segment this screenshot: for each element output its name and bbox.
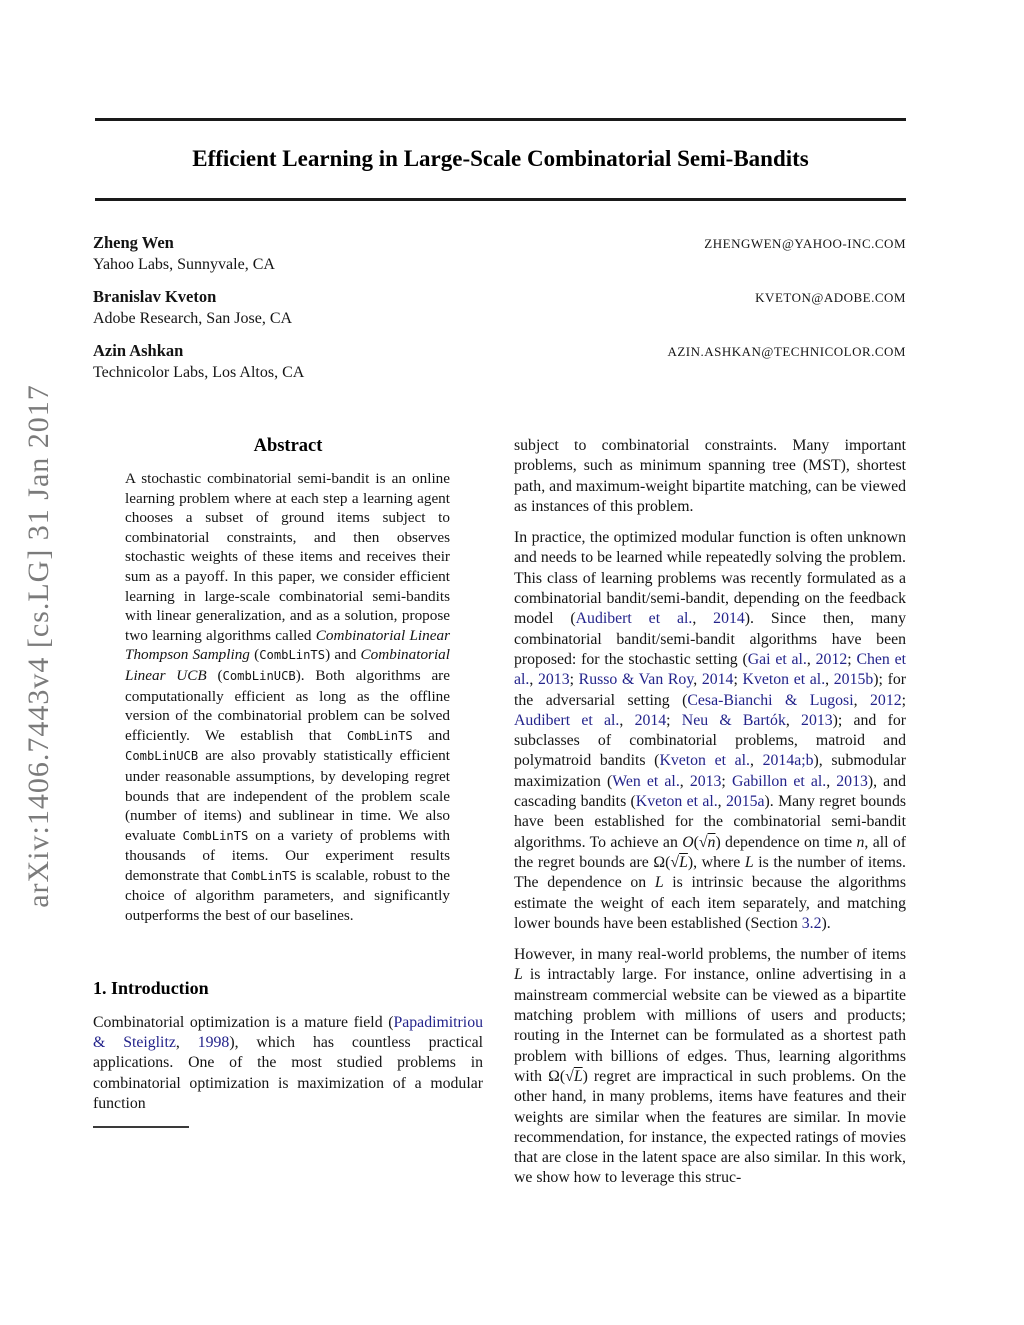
citation-link[interactable]: 2013 (801, 711, 833, 729)
citation-link[interactable]: Papadimitriou & Steiglitz (93, 1013, 483, 1051)
citation-link[interactable]: 2013 (836, 772, 868, 790)
styled-text: O (682, 833, 694, 851)
author-entry (93, 233, 906, 274)
citation-link[interactable]: Wen et al. (612, 772, 680, 790)
author-affiliation: Adobe Research, San Jose, CA (93, 310, 293, 327)
author-entry (93, 287, 906, 328)
styled-text: CombLinUCB (125, 749, 199, 764)
citation-link[interactable]: Audibert et al. (514, 711, 620, 729)
author-email[interactable]: KVETON@ADOBE.COM (755, 290, 906, 305)
sqrt-expression: L (679, 853, 688, 871)
citation-link[interactable]: 2013 (538, 671, 570, 689)
author-affiliation: Technicolor Labs, Los Altos, CA (93, 364, 305, 381)
left-column (93, 436, 483, 1200)
citation-link[interactable]: Audibert et al. (575, 610, 693, 628)
author-name: Branislav Kveton (93, 287, 217, 306)
citation-link[interactable]: Neu & Bartók (681, 711, 786, 729)
body-paragraph: However, in many real-world problems, the number of items L is intractably large. For instance, online advertising in a mainstream commercial website can be viewed as a bipartite matching problem with millions of users and products; routing in the Internet can be formulated as a shortest path problem with billions of edges. Thus, learning algorithms with Ω(√L) regret are impractical in such problems. On the other hand, in many problems, items have features and their weights are similar when the features are similar. In movie recommendation, for instance, the expected ratings of movies that are close in the latent space are also similar. In this work, we show how to leverage this struc- (514, 946, 906, 1187)
citation-link[interactable]: Gai et al. (747, 650, 807, 668)
sqrt-expression: n (707, 833, 716, 851)
citation-link[interactable]: 2015a (725, 793, 765, 811)
author-email[interactable]: ZHENGWEN@YAHOO-INC.COM (704, 236, 906, 251)
author-entry (93, 341, 906, 382)
citation-link[interactable]: Russo & Van Roy (578, 671, 694, 689)
right-column (514, 436, 906, 1200)
two-column-body (93, 436, 906, 1200)
author-row (93, 233, 906, 253)
styled-text: Combinatorial Linear UCB (125, 646, 450, 684)
abstract-heading: Abstract (253, 436, 323, 456)
footnote-rule (93, 1126, 189, 1128)
body-paragraph: subject to combinatorial constraints. Many important problems, such as minimum spanning tree (MST), shortest path, and maximum-weight bipartite matching, can be viewed as instances of this problem. (514, 437, 906, 515)
citation-link[interactable]: 2014 (713, 610, 745, 628)
citation-link[interactable]: 2014 (634, 711, 667, 729)
body-paragraph: In practice, the optimized modular function is often unknown and needs to be learned while repeatedly solving the problem. This class of learning problems was recently formulated as a combinatorial bandit/semi-bandit, depending on the feedback model (Audibert et al., 2014). Since then, many combinatorial bandit/semi-bandit algorithms have been proposed: for the stochastic setting (Gai et al., 2012; Chen et al., 2013; Russo & Van Roy, 2014; Kveton et al., 2015b); for the adversarial setting (Cesa-Bianchi & Lugosi, 2012; Audibert et al., 2014; Neu & Bartók, 2013); and for subclasses of combinatorial problems, matroid and polymatroid bandits (Kveton et al., 2014a;b), submodular maximization (Wen et al., 2013; Gabillon et al., 2013), and cascading bandits (Kveton et al., 2015a). Many regret bounds have been established for the combinatorial semi-bandit algorithms. To achieve an O(√n) dependence on time n, all of the regret bounds are Ω(√L), where L is the number of items. The dependence on L is intrinsic because the algorithms estimate the weight of each item separately, and matching lower bounds have been established (Section 3.2). (514, 529, 907, 932)
author-affiliation: Yahoo Labs, Sunnyvale, CA (93, 256, 275, 273)
citation-link[interactable]: 2014 (701, 671, 734, 689)
citation-link[interactable]: 2014a;b (762, 752, 814, 770)
styled-text: L (654, 874, 664, 892)
author-name: Azin Ashkan (93, 341, 184, 360)
sqrt-expression: L (573, 1067, 583, 1085)
abstract-text: A stochastic combinatorial semi-bandit is an online learning problem where at each step a learning agent chooses a subset of ground items subject to combinatorial constraints, and then observes stochastic weights of these items and receives their sum as a payoff. In this paper, we consider efficient learning in large-scale combinatorial semi-bandits with linear generalization, and as a solution, propose two learning algorithms called Combinatorial Linear Thompson Sampling (CombLinTS) and Combinatorial Linear UCB (CombLinUCB). Both algorithms are computationally efficient as long as the offline version of the combinatorial problem can be solved efficiently. We establish that CombLinTS and CombLinUCB are also provably statistically efficient under reasonable assumptions, by developing regret bounds that are independent of the problem scale (number of items) and sublinear in time. We also evaluate CombLinTS on a variety of problems with thousands of items. Our experiment results demonstrate that CombLinTS is scalable, robust to the choice of algorithm parameters, and significantly outperforms the best of our baselines. (125, 470, 450, 925)
author-row (93, 287, 906, 307)
citation-link[interactable]: Kveton et al. (635, 793, 718, 811)
title-rule-bottom (95, 198, 906, 201)
styled-text: Combinatorial Linear Thompson Sampling (125, 626, 450, 664)
styled-text: n (856, 833, 865, 851)
citation-link[interactable]: Kveton et al. (659, 752, 751, 770)
arxiv-watermark: arXiv:1406.7443v4 [cs.LG] 31 Jan 2017 (22, 384, 55, 908)
citation-link[interactable]: 2015b (833, 671, 874, 689)
citation-link[interactable]: 3.2 (801, 914, 822, 932)
citation-link[interactable]: 2012 (870, 691, 902, 709)
citation-link[interactable]: Kveton et al. (742, 671, 826, 689)
styled-text: CombLinTS (346, 728, 413, 743)
citation-link[interactable]: Cesa-Bianchi & Lugosi (687, 691, 854, 709)
styled-text: L (514, 966, 523, 984)
citation-link[interactable]: Chen et al. (514, 650, 907, 689)
author-block (93, 233, 906, 395)
citation-link[interactable]: 1998 (197, 1033, 230, 1051)
citation-link[interactable]: 2013 (689, 772, 722, 790)
styled-text: CombLinTS (259, 648, 326, 663)
author-row (93, 341, 906, 361)
author-email[interactable]: AZIN.ASHKAN@TECHNICOLOR.COM (667, 344, 906, 359)
citation-link[interactable]: 2012 (815, 650, 848, 668)
title-rule-top (95, 118, 906, 121)
paper-title: Efficient Learning in Large-Scale Combinatorial Semi-Bandits (192, 146, 809, 171)
styled-text: L (744, 853, 754, 871)
author-name: Zheng Wen (93, 233, 174, 252)
styled-text: CombLinTS (182, 828, 249, 843)
citation-link[interactable]: Gabillon et al. (731, 772, 827, 790)
introduction-paragraph: Combinatorial optimization is a mature field (Papadimitriou & Steiglitz, 1998), which has countless practical applications. One of the most studied problems in combinatorial optimization is maximization of a modular function (93, 1013, 483, 1112)
styled-text: CombLinUCB (222, 668, 296, 683)
section-heading-introduction: 1. Introduction (93, 977, 209, 998)
styled-text: CombLinTS (230, 868, 297, 883)
